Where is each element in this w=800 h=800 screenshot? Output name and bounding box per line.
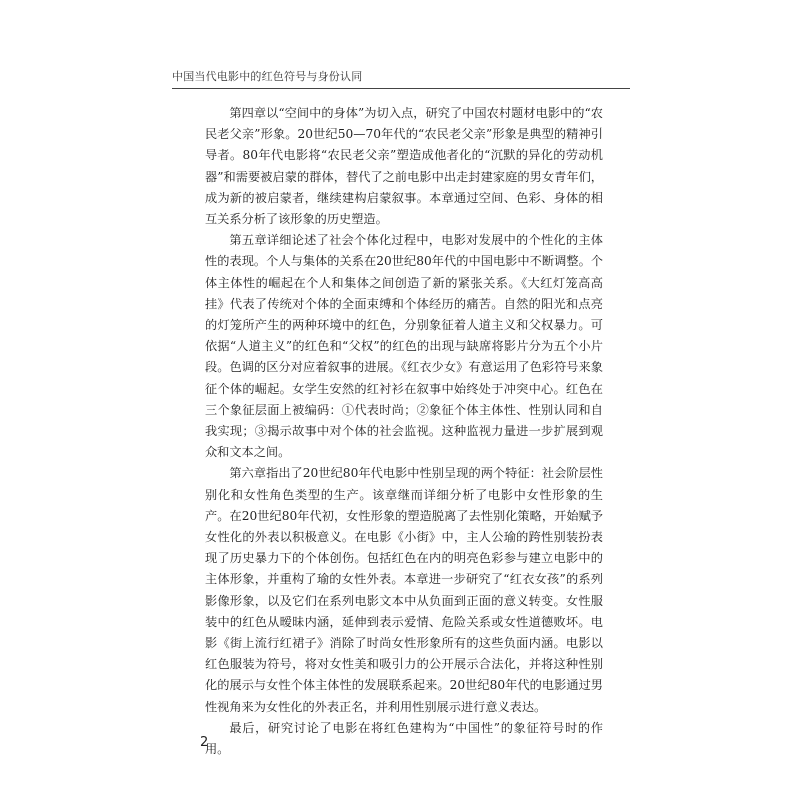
paragraph-chapter-six: 第六章指出了20世纪80年代电影中性别呈现的两个特征：社会阶层性别化和女性角色类型的生产。该章继而详细分析了电影中女性形象的生产。在20世纪80年代初，女性形象的塑造脱离了去性别化策略，开始赋予女性化的外表以积极意义。在电影《小街》中，主人公瑜的跨性别装扮表现了历史暴力下的个体创伤。包括红色在内的明亮色彩参与建立电影中的主体形象，并重构了瑜的女性外表。本章进一步研究了“红衣女孩”的系列影像形象，以及它们在系列电影文本中从负面到正面的意义转变。女性服装中的红色从暧昧内涵，延伸到表示爱情、危险关系或女性道德败坏。电影《街上流行红裙子》消除了时尚女性形象所有的这些负面内涵。电影以红色服装为符号，将对女性美和吸引力的公开展示合法化，并将这种性别化的展示与女性个体主体性的发展联系起来。20世纪80年代的电影通过男性视角来为女性化的外表正名，并利用性别展示进行意义表达。: [205, 466, 603, 714]
page-body: [205, 103, 603, 760]
paragraph-conclusion: 最后，研究讨论了电影在将红色建构为“中国性”的象征符号时的作用。: [205, 720, 603, 757]
page-number: 2: [200, 735, 209, 750]
paragraph-chapter-four: 第四章以“空间中的身体”为切入点，研究了中国农村题材电影中的“农民老父亲”形象。20世纪50—70年代的“农民老父亲”形象是典型的精神引导者。80年代电影将“农民老父亲”塑造成他者化的“沉默的异化的劳动机器”和需要被启蒙的群体，替代了之前电影中出走封建家庭的男女青年们，成为新的被启蒙者，继续建构启蒙叙事。本章通过空间、色彩、身体的相互关系分析了该形象的历史塑造。: [205, 106, 603, 227]
header-rule: [172, 88, 630, 89]
running-header: 中国当代电影中的红色符号与身份认同: [172, 70, 363, 83]
paragraph-chapter-five: 第五章详细论述了社会个体化过程中，电影对发展中的个性化的主体性的表现。个人与集体的关系在20世纪80年代的中国电影中不断调整。个体主体性的崛起在个人和集体之间创造了新的紧张关系。《大红灯笼高高挂》代表了传统对个体的全面束缚和个体经历的痛苦。自然的阳光和点亮的灯笼所产生的两种环境中的红色，分别象征着人道主义和父权暴力。可依据“人道主义”的红色和“父权”的红色的出现与缺席将影片分为五个小片段。色调的区分对应着叙事的进展。《红衣少女》有意运用了色彩符号来象征个体的崛起。女学生安然的红衬衫在叙事中始终处于冲突中心。红色在三个象征层面上被编码：①代表时尚；②象征个体主体性、性别认同和自我实现；③揭示故事中对个体的社会监视。这种监视力量进一步扩展到观众和文本之间。: [205, 233, 603, 460]
